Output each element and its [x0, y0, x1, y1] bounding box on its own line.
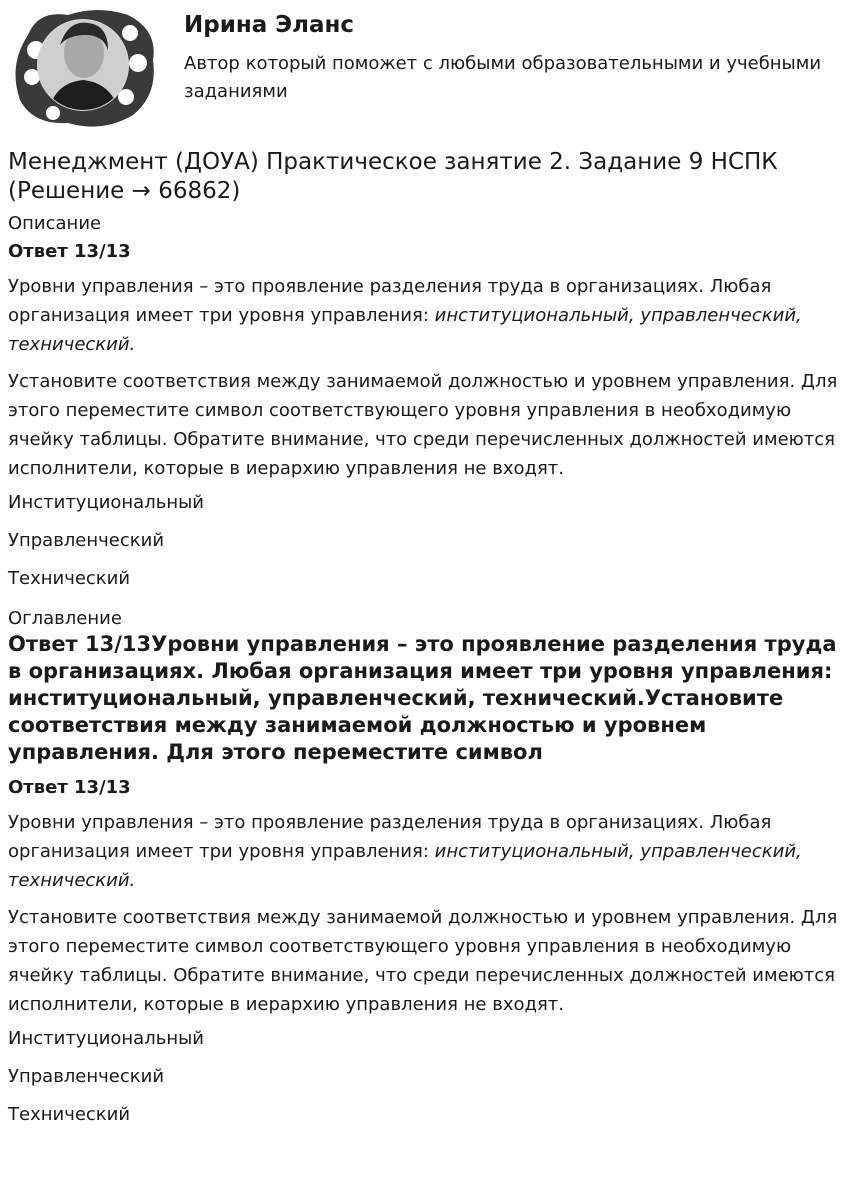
intro-text: Уровни управления – это проявление разделения труда в организациях. Любая организация имеет три уровня управления: — [8, 276, 772, 326]
intro-paragraph — [8, 808, 839, 895]
description-label: Описание — [8, 213, 102, 234]
instruction-paragraph: Установите соответствия между занимаемой должностью и уровнем управления. Для этого переместите символ соответствующего уровня управления в необходимую ячейку таблицы. Обратите внимание, что среди перечисленных должностей имеются исполнители, которые в иерархию управления не входят. — [8, 907, 838, 1015]
level-item: Управленческий — [8, 1066, 165, 1087]
author-name: Ирина Эланс — [184, 12, 355, 38]
intro-italic-text: институциональный, управленческий, технический. — [8, 841, 802, 891]
content-block — [8, 776, 839, 1127]
instruction-paragraph: Установите соответствия между занимаемой должностью и уровнем управления. Для этого переместите символ соответствующего уровня управления в необходимую ячейку таблицы. Обратите внимание, что среди перечисленных должностей имеются исполнители, которые в иерархию управления не входят. — [8, 371, 838, 479]
author-card — [8, 0, 839, 140]
toc-heading: Ответ 13/13Уровни управления – это проявление разделения труда в организациях. Любая организация имеет три уровня управления: институциональный, управленческий, технический.Установите соответствия между занимаемой должностью и уровнем управления. Для этого переместите символ — [8, 632, 837, 764]
avatar-picture — [8, 5, 158, 130]
answer-heading: Ответ 13/13 — [8, 777, 131, 798]
level-item: Институциональный — [8, 1028, 205, 1049]
level-item: Институциональный — [8, 492, 205, 513]
level-item: Технический — [8, 1104, 131, 1125]
intro-paragraph — [8, 272, 839, 359]
description-block — [8, 240, 839, 591]
toc-label: Оглавление — [8, 608, 122, 629]
intro-italic-text: институциональный, управленческий, технический. — [8, 305, 802, 355]
answer-heading: Ответ 13/13 — [8, 241, 131, 262]
intro-text: Уровни управления – это проявление разделения труда в организациях. Любая организация имеет три уровня управления: — [8, 812, 772, 862]
page-title: Менеджмент (ДОУА) Практическое занятие 2. Задание 9 НСПК (Решение → 66862) — [8, 149, 778, 204]
avatar — [8, 5, 158, 130]
level-item: Управленческий — [8, 530, 165, 551]
level-item: Технический — [8, 568, 131, 589]
author-info — [184, 0, 839, 106]
author-description: Автор который поможет с любыми образовательными и учебными заданиями — [184, 53, 822, 102]
